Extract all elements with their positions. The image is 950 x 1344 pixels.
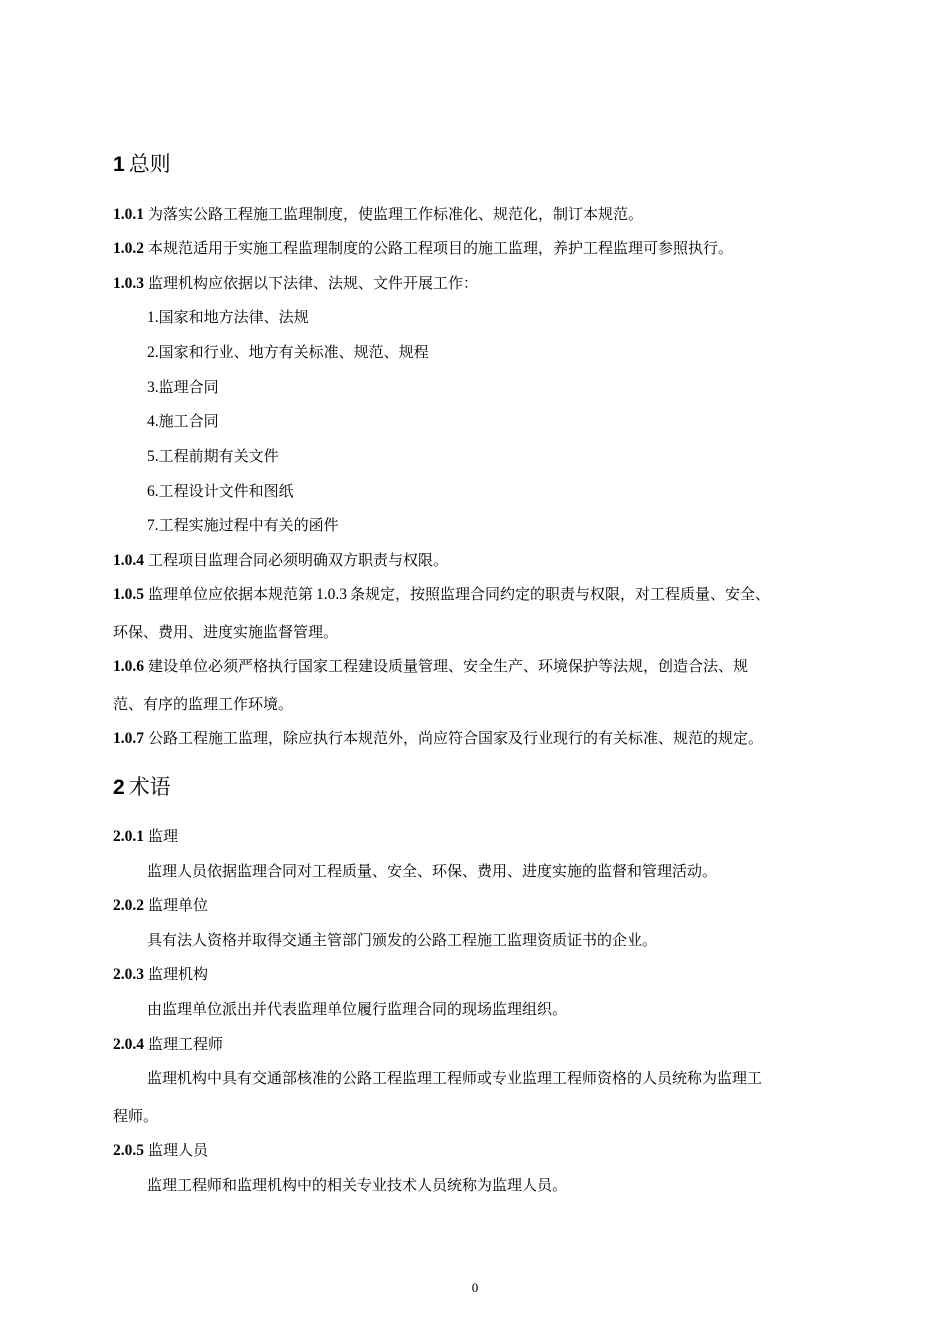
clause-continuation — [113, 621, 338, 642]
clause-number: 1.0.6 — [113, 658, 144, 675]
list-item-number: 2. — [147, 344, 159, 361]
clause-1-0-3 — [113, 272, 478, 293]
list-item-number: 5. — [147, 448, 159, 465]
term-2-0-2 — [113, 894, 208, 915]
term-definition — [147, 860, 717, 881]
clause-number: 1.0.5 — [113, 586, 144, 603]
section-number: 2 — [113, 776, 125, 799]
clause-text: 监理单位应依据本规范第 — [148, 585, 314, 603]
term-definition — [147, 1067, 762, 1088]
clause-number: 1.0.1 — [113, 206, 144, 223]
list-item-text: 国家和行业、地方有关标准、规范、规程 — [158, 343, 429, 361]
list-item-number: 7. — [147, 517, 159, 534]
clause-1-0-4 — [113, 549, 448, 570]
clause-text: 条规定，按照监理合同约定的职责与权限，对工程质量、安全、 — [350, 585, 771, 603]
clause-1-0-2 — [113, 237, 733, 258]
list-item-text: 工程设计文件和图纸 — [158, 482, 294, 500]
definition-text: 由监理单位派出并代表监理单位履行监理合同的现场监理组织。 — [147, 1000, 568, 1018]
list-item — [147, 341, 429, 362]
section-title: 术语 — [128, 775, 171, 799]
list-item-text: 施工合同 — [158, 412, 219, 430]
clause-text: 为落实公路工程施工监理制度，使监理工作标准化、规范化，制订本规范。 — [148, 205, 644, 223]
clause-reference: 1.0.3 — [316, 586, 348, 603]
term-number: 2.0.3 — [113, 966, 144, 983]
definition-text: 监理机构中具有交通部核准的公路工程监理工程师或专业监理工程师资格的人员统称为监理工 — [147, 1069, 763, 1087]
clause-text: 本规范适用于实施工程监理制度的公路工程项目的施工监理，养护工程监理可参照执行。 — [148, 239, 734, 257]
list-item-text: 工程实施过程中有关的函件 — [158, 516, 339, 534]
term-definition — [147, 1174, 567, 1195]
section-title: 总则 — [128, 152, 171, 176]
list-item-text: 国家和地方法律、法规 — [158, 308, 309, 326]
clause-text: 建设单位必须严格执行国家工程建设质量管理、安全生产、环境保护等法规，创造合法、规 — [148, 657, 749, 675]
term-2-0-1 — [113, 825, 178, 846]
definition-text: 监理人员依据监理合同对工程质量、安全、环保、费用、进度实施的监督和管理活动。 — [147, 862, 718, 880]
term-name: 监理 — [148, 827, 179, 845]
clause-text: 工程项目监理合同必须明确双方职责与权限。 — [148, 551, 449, 569]
list-item-number: 6. — [147, 483, 159, 500]
clause-1-0-1 — [113, 203, 643, 224]
term-number: 2.0.4 — [113, 1036, 144, 1053]
term-definition — [147, 998, 567, 1019]
term-2-0-3 — [113, 963, 208, 984]
clause-1-0-7 — [113, 727, 763, 748]
term-2-0-4 — [113, 1033, 223, 1054]
section-number: 1 — [113, 153, 125, 176]
section-2-heading — [113, 771, 171, 801]
term-2-0-5 — [113, 1139, 208, 1160]
clause-continuation — [113, 693, 293, 714]
term-number: 2.0.1 — [113, 828, 144, 845]
term-definition-continuation — [113, 1105, 158, 1126]
term-definition — [147, 929, 657, 950]
list-item — [147, 306, 309, 327]
list-item — [147, 376, 219, 397]
section-1-heading — [113, 148, 171, 178]
term-name: 监理人员 — [148, 1141, 209, 1159]
clause-text: 范、有序的监理工作环境。 — [113, 695, 294, 713]
clause-number: 1.0.7 — [113, 730, 144, 747]
term-name: 监理机构 — [148, 965, 209, 983]
list-item-number: 3. — [147, 379, 159, 396]
clause-text: 监理机构应依据以下法律、法规、文件开展工作： — [148, 274, 479, 292]
clause-number: 1.0.3 — [113, 275, 144, 292]
list-item-text: 监理合同 — [158, 378, 219, 396]
clause-number: 1.0.2 — [113, 240, 144, 257]
clause-1-0-6 — [113, 655, 748, 676]
clause-text: 环保、费用、进度实施监督管理。 — [113, 623, 339, 641]
definition-text: 监理工程师和监理机构中的相关专业技术人员统称为监理人员。 — [147, 1176, 568, 1194]
list-item — [147, 410, 219, 431]
term-number: 2.0.5 — [113, 1142, 144, 1159]
list-item — [147, 480, 294, 501]
list-item — [147, 514, 339, 535]
clause-text: 公路工程施工监理，除应执行本规范外，尚应符合国家及行业现行的有关标准、规范的规定。 — [148, 729, 764, 747]
term-number: 2.0.2 — [113, 897, 144, 914]
clause-1-0-5 — [113, 583, 770, 604]
definition-text: 具有法人资格并取得交通主管部门颁发的公路工程施工监理资质证书的企业。 — [147, 931, 658, 949]
page-number: 0 — [471, 1280, 479, 1295]
term-name: 监理工程师 — [148, 1035, 224, 1053]
list-item-number: 1. — [147, 309, 159, 326]
term-name: 监理单位 — [148, 896, 209, 914]
definition-text: 程师。 — [113, 1107, 159, 1125]
list-item — [147, 445, 279, 466]
clause-number: 1.0.4 — [113, 552, 144, 569]
list-item-text: 工程前期有关文件 — [158, 447, 279, 465]
list-item-number: 4. — [147, 413, 159, 430]
